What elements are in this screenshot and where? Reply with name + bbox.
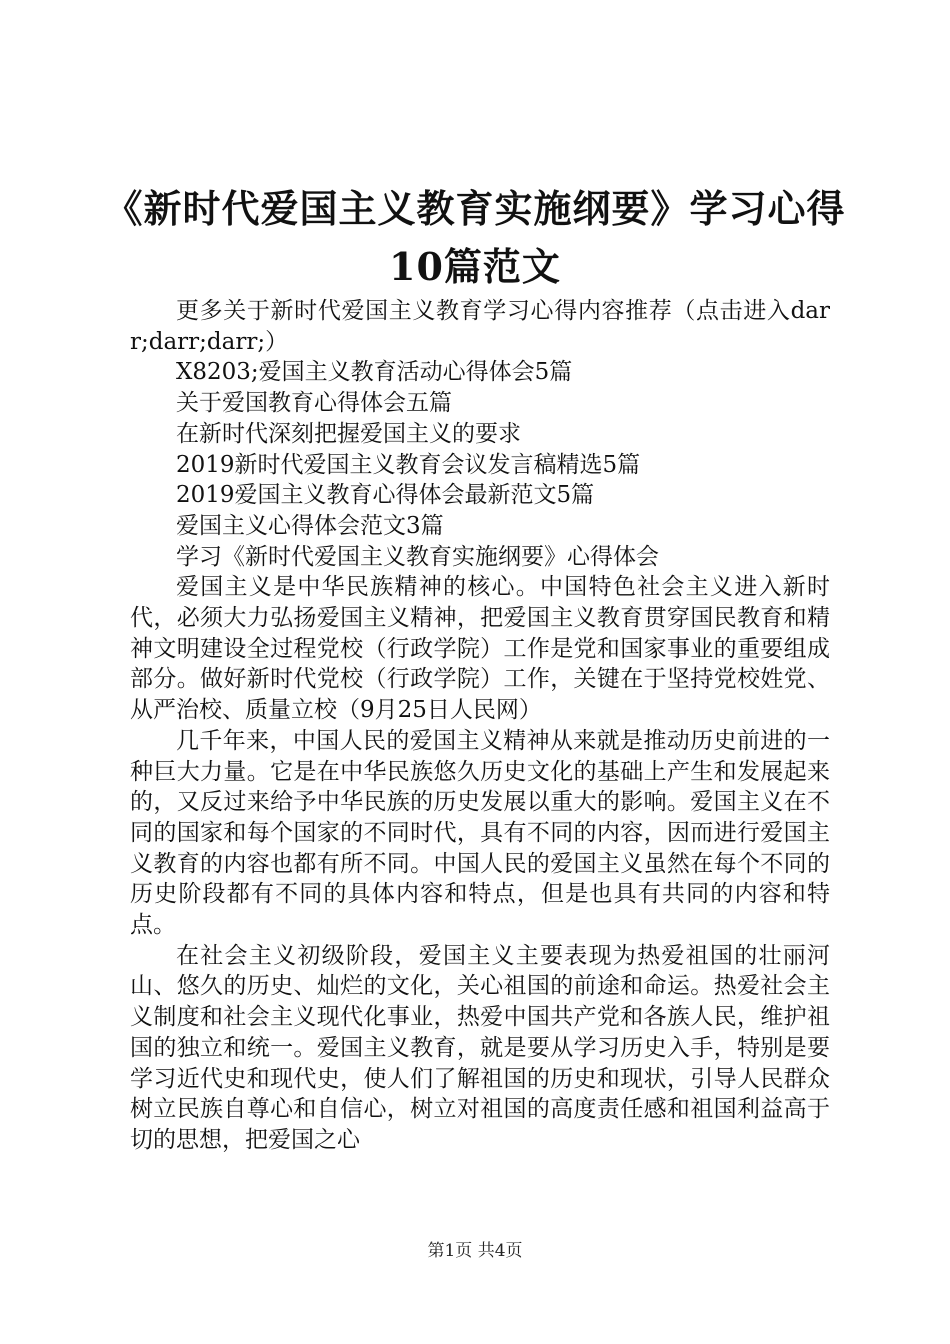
document-title-line-1: 《新时代爱国主义教育实施纲要》学习心得 [104,186,846,231]
related-link-3[interactable]: 在新时代深刻把握爱国主义的要求 [176,420,521,447]
body-paragraph-2: 几千年来，中国人民的爱国主义精神从来就是推动历史前进的一种巨大力量。它是在中华民族悠久历史文化的基础上产生和发展起来的，又反过来给予中华民族的历史发展以重大的影响。爱国主义在不同的国家和每个国家的不同时代，具有不同的内容，因而进行爱国主义教育的内容也都有所不同。中国人民的爱国主义虽然在每个不同的历史阶段都有不同的具体内容和特点，但是也具有共同的内容和特点。 [130,727,830,939]
related-link-6[interactable]: 爱国主义心得体会范文3篇 [176,512,444,539]
page-footer: 第1页 共4页 [427,1241,523,1261]
intro-paragraph: 更多关于新时代爱国主义教育学习心得内容推荐（点击进入darr;darr;darr;） [130,298,830,355]
document-title-line-2: 10篇范文 [389,244,561,289]
document-body [130,296,830,1156]
body-paragraph-3: 在社会主义初级阶段，爱国主义主要表现为热爱祖国的壮丽河山、悠久的历史、灿烂的文化，关心祖国的前途和命运。热爱社会主义制度和社会主义现代化事业，热爱中国共产党和各族人民，维护祖国的独立和统一。爱国主义教育，就是要从学习历史入手，特别是要学习近代史和现代史，使人们了解祖国的历史和现状，引导人民群众树立民族自尊心和自信心，树立对祖国的高度责任感和祖国利益高于切的思想，把爱国之心 [130,942,830,1153]
related-link-4[interactable]: 2019新时代爱国主义教育会议发言稿精选5篇 [176,451,641,478]
related-link-5[interactable]: 2019爱国主义教育心得体会最新范文5篇 [176,482,595,509]
related-link-2[interactable]: 关于爱国教育心得体会五篇 [176,390,452,417]
related-link-7[interactable]: 学习《新时代爱国主义教育实施纲要》心得体会 [176,543,659,570]
related-link-1[interactable]: X8203;爱国主义教育活动心得体会5篇 [176,359,573,386]
body-paragraph-1: 爱国主义是中华民族精神的核心。中国特色社会主义进入新时代，必须大力弘扬爱国主义精神，把爱国主义教育贯穿国民教育和精神文明建设全过程党校（行政学院）工作是党和国家事业的重要组成部分。做好新时代党校（行政学院）工作，关键在于坚持党校姓党、从严治校、质量立校（9月25日人民网） [130,574,830,724]
